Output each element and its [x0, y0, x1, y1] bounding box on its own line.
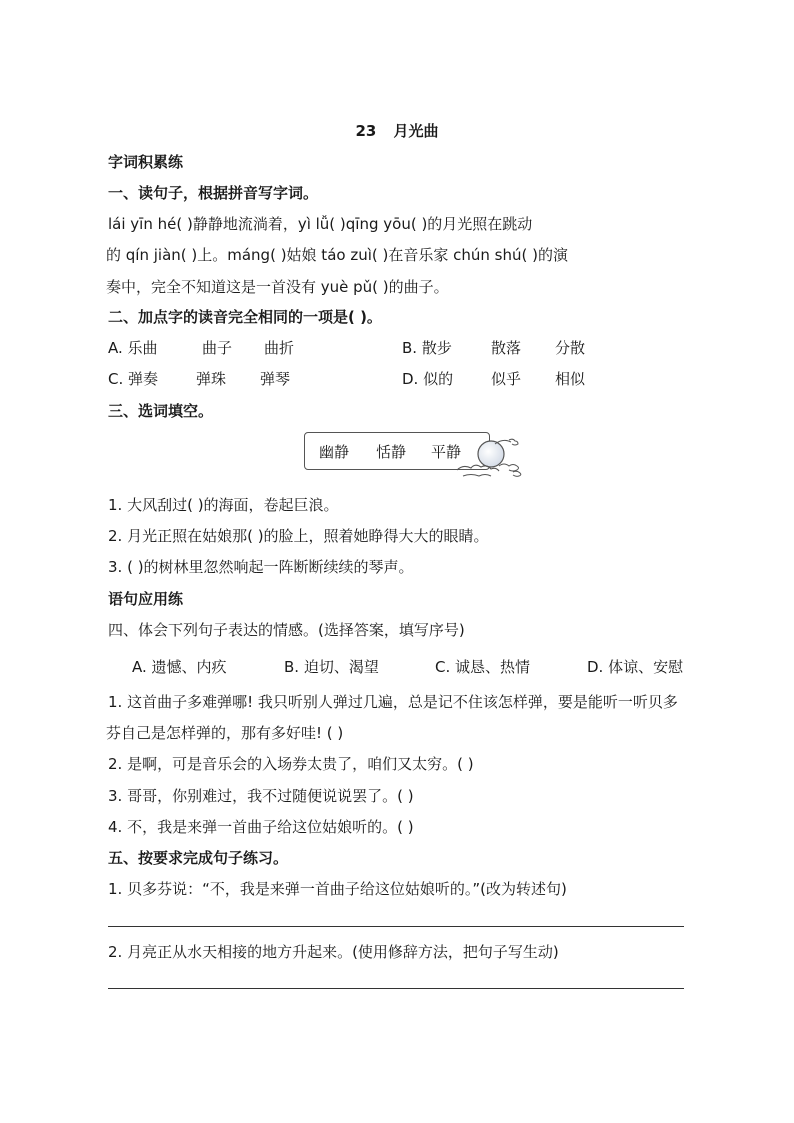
question-4-item-4: 4. 不，我是来弹一首曲子给这位姑娘听的。( ) — [108, 818, 414, 836]
option-b-word-3: 分散 — [555, 339, 586, 357]
question-1-line-1: lái yīn hé( )静静地流淌着，yì lǚ( )qīng yōu( )的月光照在跳动 — [108, 215, 533, 233]
q4-choice-d: D. 体谅、安慰 — [587, 658, 684, 676]
question-3-heading: 三、选词填空。 — [108, 402, 214, 420]
question-1-heading: 一、读句子，根据拼音写字词。 — [108, 184, 319, 202]
option-c — [108, 369, 290, 389]
moon-cloud-decoration-icon — [455, 430, 527, 482]
question-3-item-2: 2. 月光正照在姑娘那( )的脸上，照着她睁得大大的眼睛。 — [108, 527, 489, 545]
question-4-item-1: 1. 这首曲子多难弹哪! 我只听别人弹过几遍，总是记不住该怎样弹，要是能听一听贝多 — [108, 693, 678, 711]
option-a-word-1: A. 乐曲 — [108, 339, 158, 357]
option-b-word-1: B. 散步 — [402, 339, 452, 357]
question-4-item-1-continued: 芬自己是怎样弹的，那有多好哇! ( ) — [106, 724, 344, 742]
lesson-number: 23 — [355, 122, 377, 140]
option-d-word-3: 相似 — [555, 370, 586, 388]
option-a-word-2: 曲子 — [202, 339, 233, 357]
question-1-line-2: 的 qín jiàn( )上。máng( )姑娘 táo zuì( )在音乐家 chún shú( )的演 — [106, 246, 568, 264]
word-bank-item-2: 恬静 — [376, 443, 407, 461]
option-a — [108, 338, 294, 358]
option-d — [402, 369, 585, 389]
lesson-title — [0, 120, 794, 141]
question-5-heading: 五、按要求完成句子练习。 — [108, 849, 289, 867]
q4-choice-a: A. 遗憾、内疚 — [132, 658, 227, 676]
question-4-item-3: 3. 哥哥，你别难过，我不过随便说说罢了。( ) — [108, 787, 414, 805]
option-d-word-2: 似乎 — [491, 370, 522, 388]
answer-line-2[interactable] — [108, 988, 684, 989]
word-bank-item-1: 幽静 — [319, 443, 350, 461]
question-3-item-3: 3. ( )的树林里忽然响起一阵断断续续的琴声。 — [108, 558, 414, 576]
option-b-word-2: 散落 — [491, 339, 522, 357]
section-heading-sentences: 语句应用练 — [108, 590, 184, 608]
option-a-word-3: 曲折 — [264, 339, 295, 357]
question-5-item-1: 1. 贝多芬说：“不，我是来弹一首曲子给这位姑娘听的。”(改为转述句) — [108, 880, 567, 898]
option-c-word-3: 弹琴 — [260, 370, 291, 388]
answer-line-1[interactable] — [108, 926, 684, 927]
question-5-item-2: 2. 月亮正从水天相接的地方升起来。(使用修辞方法，把句子写生动) — [108, 943, 559, 961]
word-bank-item-3: 平静 — [431, 443, 462, 461]
q4-choice-b: B. 迫切、渴望 — [284, 658, 379, 676]
q4-choice-c: C. 诚恳、热情 — [435, 658, 531, 676]
question-2-heading: 二、加点字的读音完全相同的一项是( )。 — [108, 308, 382, 326]
option-b — [402, 338, 585, 358]
option-c-word-1: C. 弹奏 — [108, 370, 159, 388]
question-3-item-1: 1. 大风刮过( )的海面，卷起巨浪。 — [108, 496, 339, 514]
question-1-line-3: 奏中，完全不知道这是一首没有 yuè pǔ( )的曲子。 — [106, 278, 449, 296]
lesson-name: 月光曲 — [393, 122, 439, 140]
question-4-heading: 四、体会下列句子表达的情感。(选择答案，填写序号) — [108, 621, 465, 639]
question-4-item-2: 2. 是啊，可是音乐会的入场券太贵了，咱们又太穷。( ) — [108, 755, 474, 773]
option-d-word-1: D. 似的 — [402, 370, 454, 388]
section-heading-vocabulary: 字词积累练 — [108, 153, 184, 171]
option-c-word-2: 弹珠 — [196, 370, 227, 388]
